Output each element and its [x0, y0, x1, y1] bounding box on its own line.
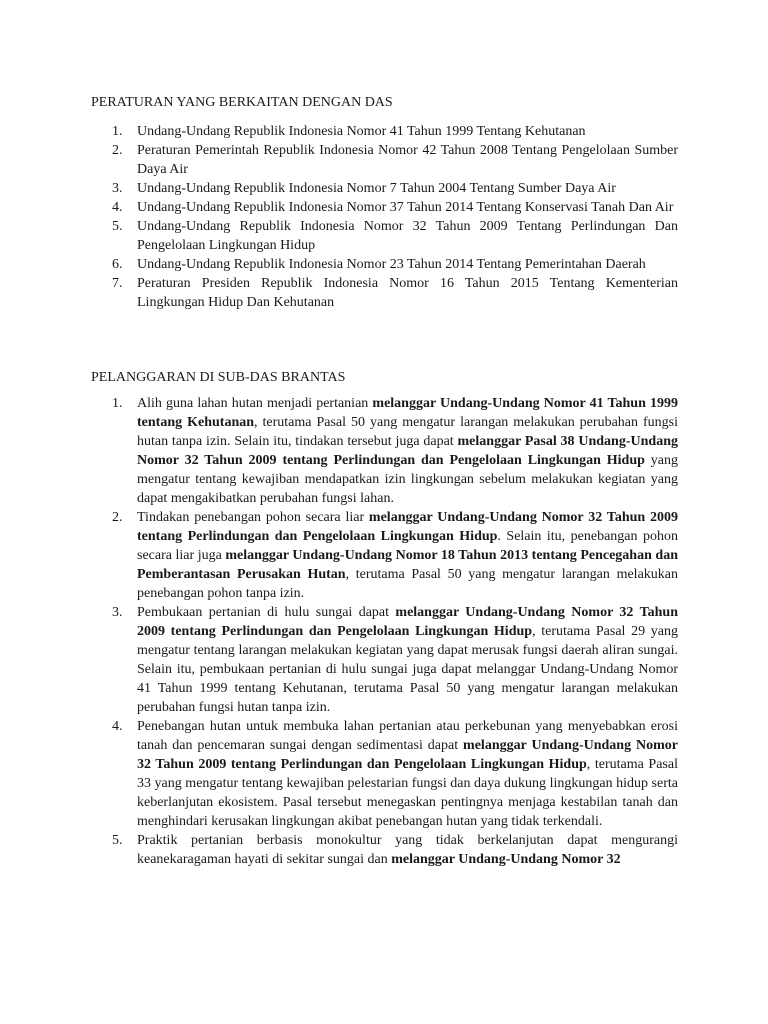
- regulations-list: [112, 122, 678, 312]
- list-item: 1. Undang-Undang Republik Indonesia Nomor 41 Tahun 1999 Tentang Kehutanan: [112, 124, 586, 139]
- law-reference: melanggar Undang-Undang Nomor 32 Tahun 2009 tentang Perlindungan dan Pengelolaan Lingkungan Hidup: [137, 738, 678, 772]
- list-item-text: Undang-Undang Republik Indonesia Nomor 32 Tahun 2009 Tentang Perlindungan Dan Pengelolaan Lingkungan Hidup: [137, 219, 678, 253]
- list-item-text: Undang-Undang Republik Indonesia Nomor 37 Tahun 2014 Tentang Konservasi Tanah Dan Air: [137, 200, 674, 215]
- text-segment: Alih guna lahan hutan menjadi pertanian: [137, 396, 373, 411]
- section-title-regulations: PERATURAN YANG BERKAITAN DENGAN DAS: [91, 95, 393, 110]
- section-title-violations: PELANGGARAN DI SUB-DAS BRANTAS: [91, 370, 346, 385]
- list-item: 4. Undang-Undang Republik Indonesia Nomor 37 Tahun 2014 Tentang Konservasi Tanah Dan Air: [112, 200, 674, 215]
- list-item-text: Undang-Undang Republik Indonesia Nomor 23 Tahun 2014 Tentang Pemerintahan Daerah: [137, 257, 646, 272]
- list-item-text: [112, 510, 678, 601]
- list-item: 4. Penebangan hutan untuk membuka lahan pertanian atau perkebunan yang menyebabkan erosi tanah dan pencemaran sungai dengan sedimentasi dapat melanggar Undang-Undang Nomor 32 Tahun 2009 tentang Perlindungan dan Pengelolaan Lingkungan Hidup, terutama Pasal 33 yang mengatur tentang kewajiban pelestarian fungsi dan daya dukung lingkungan hidup serta keberlanjutan ekosistem. Pasal tersebut menegaskan pentingnya menjaga kestabilan tanah dan menghindari kerusakan lingkungan akibat penebangan hutan yang tidak terkendali.: [112, 719, 678, 829]
- law-reference: melanggar Undang-Undang Nomor 41 Tahun 1999 tentang Kehutanan: [137, 396, 678, 430]
- list-item-text: [112, 396, 679, 506]
- text-segment: Penebangan hutan untuk membuka lahan pertanian atau perkebunan yang menyebabkan erosi tanah dan pencemaran sungai dengan sedimentasi dapat: [137, 719, 678, 753]
- law-reference: melanggar Undang-Undang Nomor 32 Tahun 2009 tentang Perlindungan dan Pengelolaan Lingkungan Hidup: [137, 605, 678, 639]
- list-item-text: Undang-Undang Republik Indonesia Nomor 41 Tahun 1999 Tentang Kehutanan: [137, 124, 586, 139]
- list-item: 5. Praktik pertanian berbasis monokultur yang tidak berkelanjutan dapat mengurangi keanekaragaman hayati di sekitar sungai dan melanggar Undang-Undang Nomor 32: [112, 833, 678, 867]
- list-item: 3. Undang-Undang Republik Indonesia Nomor 7 Tahun 2004 Tentang Sumber Daya Air: [112, 181, 616, 196]
- text-segment: Praktik pertanian berbasis monokultur yang tidak berkelanjutan dapat mengurangi keanekaragaman hayati di sekitar sungai dan: [137, 833, 678, 867]
- list-item-text: Peraturan Pemerintah Republik Indonesia Nomor 42 Tahun 2008 Tentang Pengelolaan Sumber Daya Air: [137, 143, 678, 177]
- list-item: 6. Undang-Undang Republik Indonesia Nomor 23 Tahun 2014 Tentang Pemerintahan Daerah: [112, 257, 646, 272]
- text-segment: , terutama Pasal 33 yang mengatur tentang kewajiban pelestarian fungsi dan daya dukung lingkungan hidup serta keberlanjutan ekosistem. Pasal tersebut menegaskan pentingnya menjaga kestabilan tanah dan menghindari kerusakan lingkungan akibat penebangan hutan yang tidak terkendali.: [137, 757, 678, 829]
- text-segment: yang mengatur tentang kewajiban mendapatkan izin lingkungan sebelum melakukan kegiatan yang dapat mengakibatkan perubahan fungsi lahan.: [137, 453, 679, 506]
- list-item-text: Undang-Undang Republik Indonesia Nomor 7 Tahun 2004 Tentang Sumber Daya Air: [137, 181, 616, 196]
- law-reference: melanggar Undang-Undang Nomor 32 Tahun 2009 tentang Perlindungan dan Pengelolaan Lingkungan Hidup: [137, 510, 678, 544]
- text-segment: , terutama Pasal 29 yang mengatur tentang larangan melakukan kegiatan yang dapat merusak fungsi daerah aliran sungai. Selain itu, pembukaan pertanian di hulu sungai juga dapat melanggar Undang-Undang Nomor 41 Tahun 1999 tentang Kehutanan, terutama Pasal 50 yang mengatur larangan melakukan perubahan fungsi hutan tanpa izin.: [137, 624, 679, 715]
- text-segment: Pembukaan pertanian di hulu sungai dapat: [137, 605, 396, 620]
- list-item-text: [112, 719, 678, 829]
- list-item: 2. Tindakan penebangan pohon secara liar melanggar Undang-Undang Nomor 32 Tahun 2009 tentang Perlindungan dan Pengelolaan Lingkungan Hidup. Selain itu, penebangan pohon secara liar juga melanggar Undang-Undang Nomor 18 Tahun 2013 tentang Pencegahan dan Pemberantasan Perusakan Hutan, terutama Pasal 50 yang mengatur larangan melakukan penebangan pohon tanpa izin.: [112, 510, 678, 601]
- law-reference: melanggar Undang-Undang Nomor 18 Tahun 2013 tentang Pencegahan dan Pemberantasan Perusakan Hutan: [137, 548, 678, 582]
- list-item: 5. Undang-Undang Republik Indonesia Nomor 32 Tahun 2009 Tentang Perlindungan Dan Pengelolaan Lingkungan Hidup: [112, 219, 678, 253]
- text-segment: Tindakan penebangan pohon secara liar: [137, 510, 369, 525]
- list-item-text: [112, 605, 679, 715]
- list-item-text: Peraturan Presiden Republik Indonesia Nomor 16 Tahun 2015 Tentang Kementerian Lingkungan Hidup Dan Kehutanan: [137, 276, 678, 310]
- list-item: 1. Alih guna lahan hutan menjadi pertanian melanggar Undang-Undang Nomor 41 Tahun 1999 tentang Kehutanan, terutama Pasal 50 yang mengatur larangan melakukan perubahan fungsi hutan tanpa izin. Selain itu, tindakan tersebut juga dapat melanggar Pasal 38 Undang-Undang Nomor 32 Tahun 2009 tentang Perlindungan dan Pengelolaan Lingkungan Hidup yang mengatur tentang kewajiban mendapatkan izin lingkungan sebelum melakukan kegiatan yang dapat mengakibatkan perubahan fungsi lahan.: [112, 396, 679, 506]
- list-item: 2. Peraturan Pemerintah Republik Indonesia Nomor 42 Tahun 2008 Tentang Pengelolaan Sumber Daya Air: [112, 143, 678, 177]
- law-reference: melanggar Undang-Undang Nomor 32: [391, 852, 621, 867]
- text-segment: . Selain itu, penebangan pohon secara liar juga: [137, 529, 678, 563]
- law-reference: melanggar Pasal 38 Undang-Undang Nomor 32 Tahun 2009 tentang Perlindungan dan Pengelolaan Lingkungan Hidup: [137, 434, 678, 468]
- list-item: 3. Pembukaan pertanian di hulu sungai dapat melanggar Undang-Undang Nomor 32 Tahun 2009 tentang Perlindungan dan Pengelolaan Lingkungan Hidup, terutama Pasal 29 yang mengatur tentang larangan melakukan kegiatan yang dapat merusak fungsi daerah aliran sungai. Selain itu, pembukaan pertanian di hulu sungai juga dapat melanggar Undang-Undang Nomor 41 Tahun 1999 tentang Kehutanan, terutama Pasal 50 yang mengatur larangan melakukan perubahan fungsi hutan tanpa izin.: [112, 605, 679, 715]
- list-item: 7. Peraturan Presiden Republik Indonesia Nomor 16 Tahun 2015 Tentang Kementerian Lingkungan Hidup Dan Kehutanan: [112, 276, 678, 310]
- list-item-text: [112, 833, 678, 867]
- text-segment: , terutama Pasal 50 yang mengatur larangan melakukan perubahan fungsi hutan tanpa izin. Selain itu, tindakan tersebut juga dapat: [137, 415, 678, 449]
- text-segment: , terutama Pasal 50 yang mengatur larangan melakukan penebangan pohon tanpa izin.: [137, 567, 678, 601]
- violations-list: [112, 394, 679, 869]
